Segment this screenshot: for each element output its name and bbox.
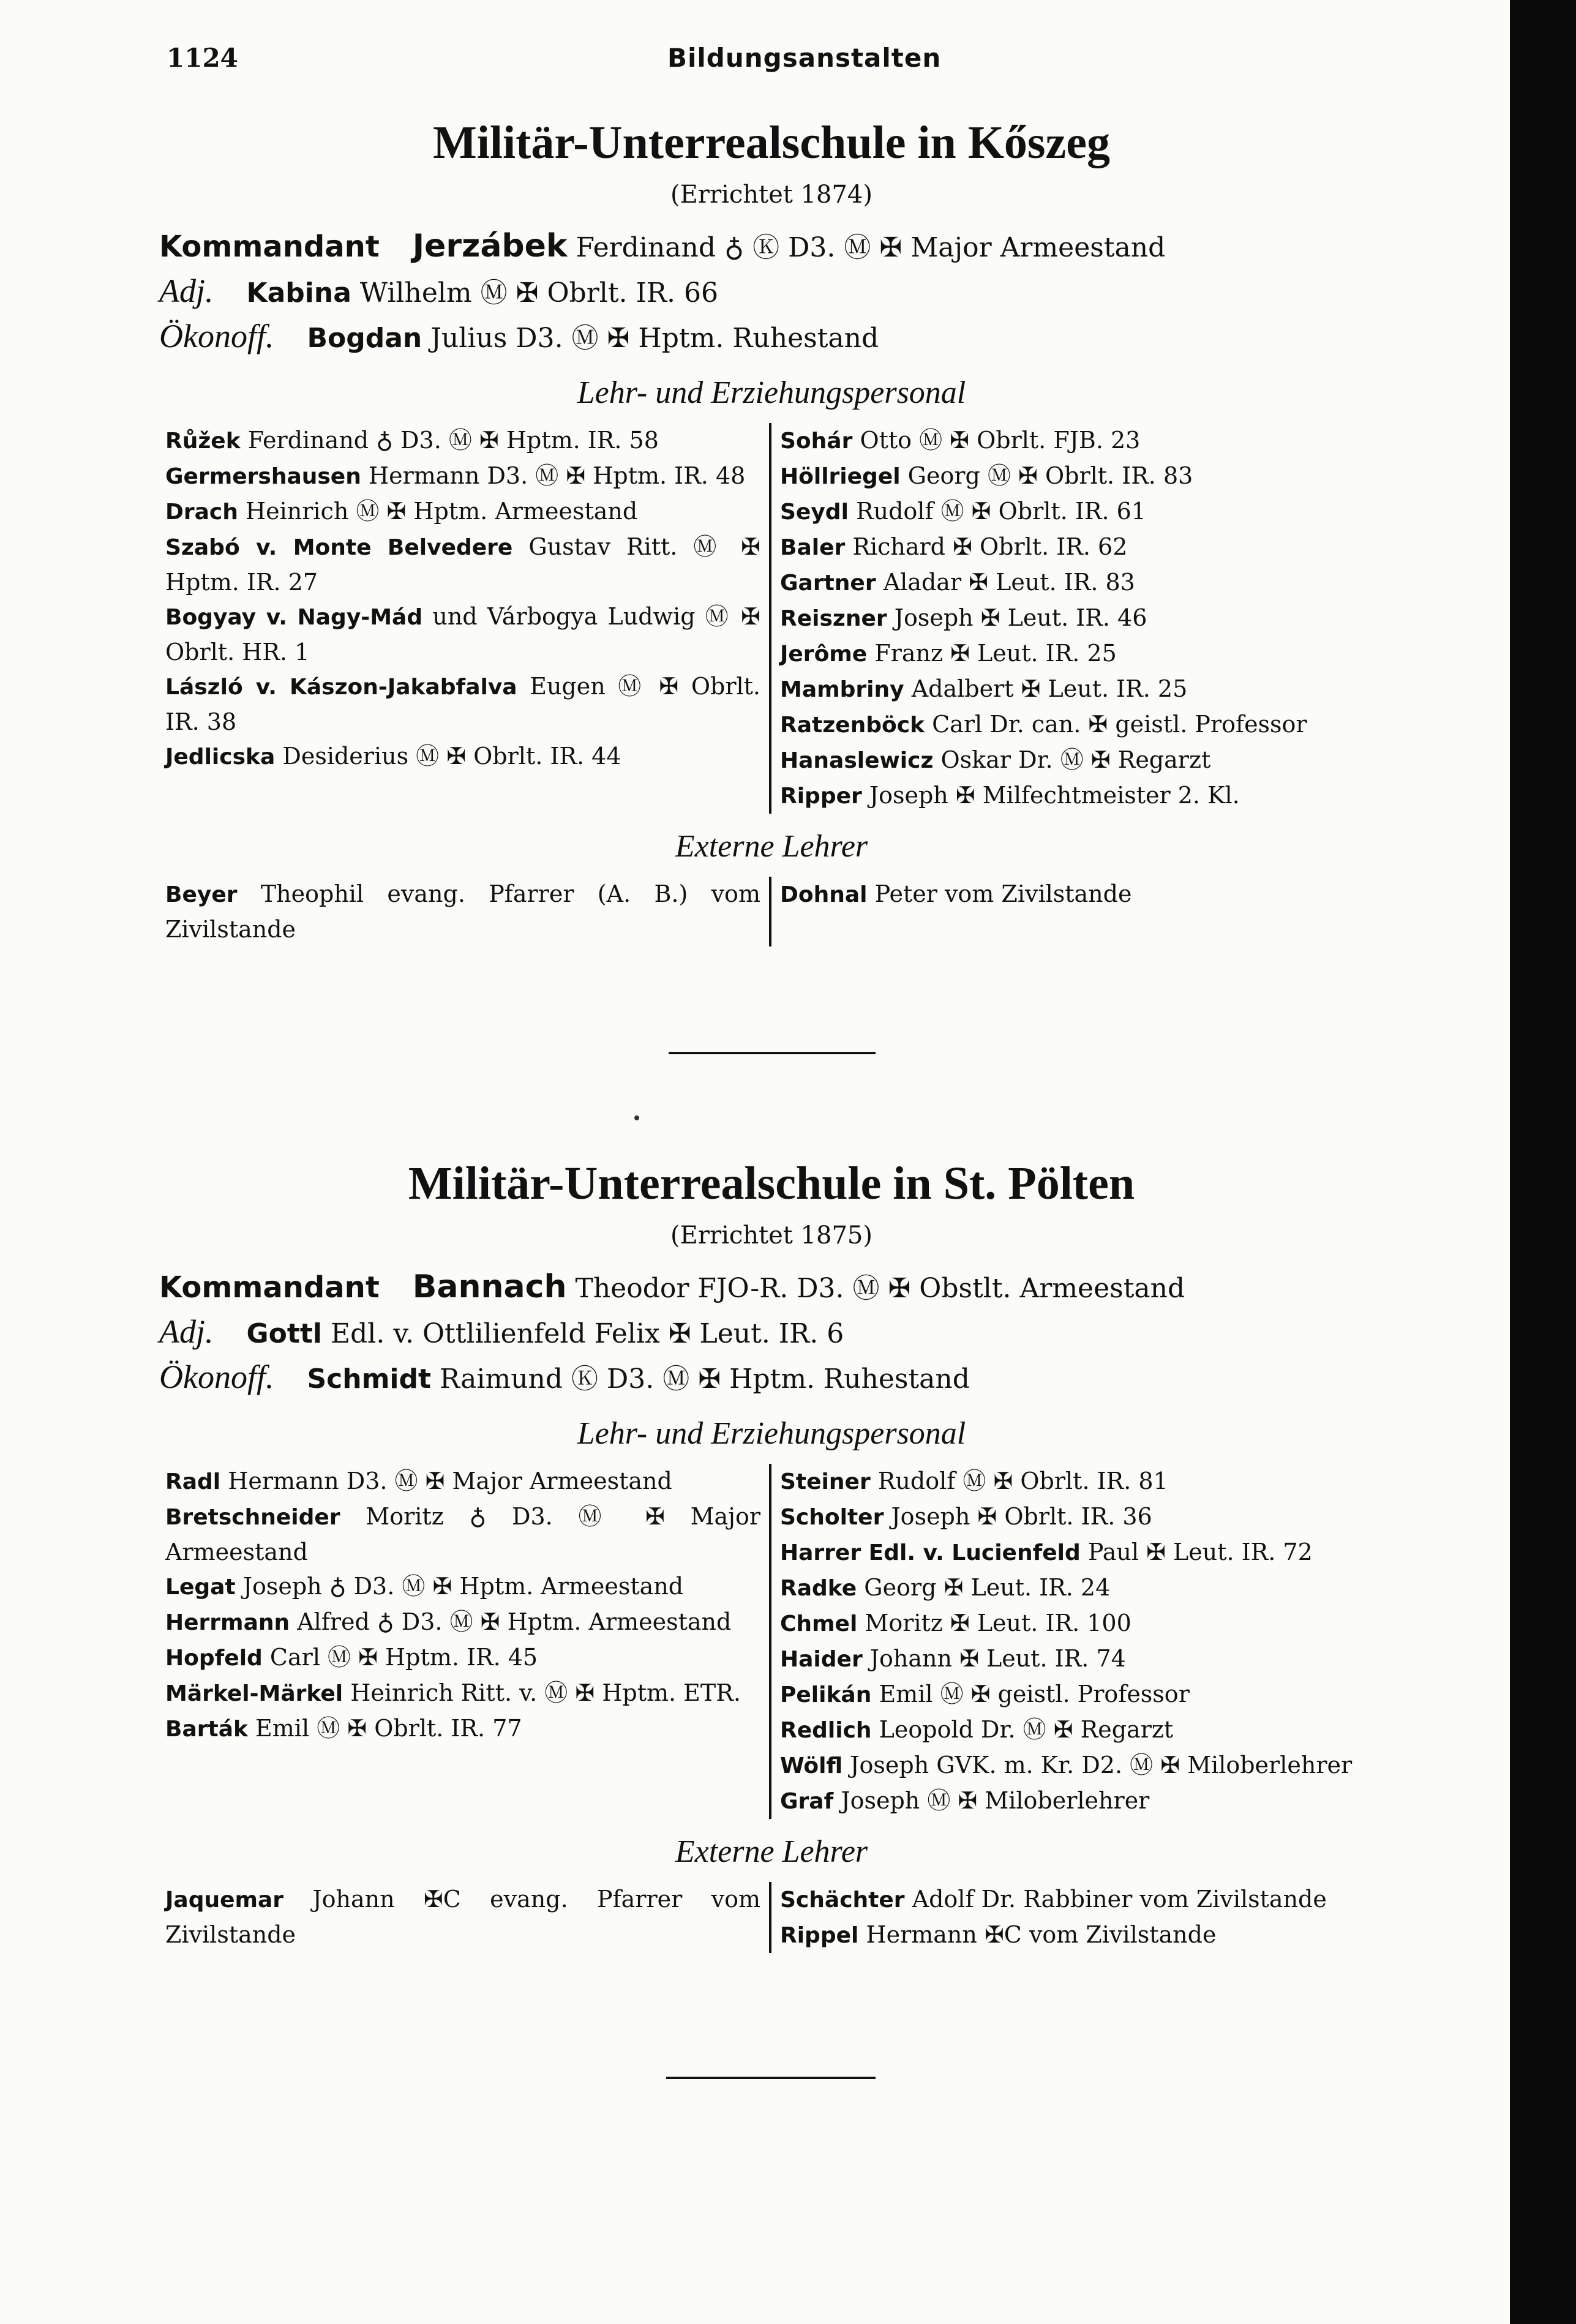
- list-item: Bogyay v. Nagy-Mád und Várbogya Ludwig Ⓜ ✠ Obrlt. HR. 1: [165, 603, 760, 665]
- list-item: Ripper Joseph ✠ Milfechtmeister 2. Kl.: [780, 782, 1240, 809]
- leader-line: [159, 225, 1384, 269]
- external-right-column: [771, 1882, 1384, 1953]
- list-item: Graf Joseph Ⓜ ✠ Miloberlehrer: [780, 1787, 1150, 1814]
- list-item: Beyer Theophil evang. Pfarrer (A. B.) vom Zivilstande: [165, 880, 760, 943]
- list-item: Chmel Moritz ✠ Leut. IR. 100: [780, 1610, 1131, 1636]
- list-item: Jaquemar Johann ✠C evang. Pfarrer vom Zivilstande: [165, 1886, 760, 1948]
- list-item: Märkel-Märkel Heinrich Ritt. v. Ⓜ ✠ Hptm. ETR.: [165, 1679, 741, 1706]
- leader-details: Edl. v. Ottlilienfeld Felix ✠ Leut. IR. 6: [331, 1318, 844, 1349]
- role-label: Kommandant: [159, 230, 380, 264]
- leader-name: Bogdan: [307, 323, 422, 354]
- list-item: Radke Georg ✠ Leut. IR. 24: [780, 1574, 1111, 1601]
- section-title: Militär-Unterrealschule in Kőszeg: [433, 117, 1110, 168]
- leader-line: [159, 1310, 1384, 1355]
- leader-name: Kabina: [246, 277, 351, 309]
- list-item: Dohnal Peter vom Zivilstande: [780, 880, 1132, 907]
- role-label: Adj.: [159, 272, 214, 309]
- list-item: Drach Heinrich Ⓜ ✠ Hptm. Armeestand: [165, 498, 638, 525]
- list-item: Legat Joseph ♁ D3. Ⓜ ✠ Hptm. Armeestand: [165, 1573, 684, 1600]
- ink-speck: [634, 1115, 639, 1120]
- list-item: Herrmann Alfred ♁ D3. Ⓜ ✠ Hptm. Armeestand: [165, 1608, 732, 1635]
- leader-details: Theodor FJO-R. D3. Ⓜ ✠ Obstlt. Armeestand: [575, 1273, 1185, 1304]
- list-item: Růžek Ferdinand ♁ D3. Ⓜ ✠ Hptm. IR. 58: [165, 427, 659, 454]
- section-st-poelten: [159, 1157, 1384, 1953]
- list-item: Haider Johann ✠ Leut. IR. 74: [780, 1645, 1126, 1672]
- list-item: Barták Emil Ⓜ ✠ Obrlt. IR. 77: [165, 1715, 522, 1742]
- leader-line: [159, 1265, 1384, 1310]
- leader-line: [159, 1355, 1384, 1401]
- list-item: László v. Kászon-Jakabfalva Eugen Ⓜ ✠ Obrlt. IR. 38: [165, 673, 760, 735]
- list-item: Mambriny Adalbert ✠ Leut. IR. 25: [780, 675, 1188, 702]
- list-item: Seydl Rudolf Ⓜ ✠ Obrlt. IR. 61: [780, 498, 1146, 525]
- list-item: Gartner Aladar ✠ Leut. IR. 83: [780, 569, 1135, 596]
- leader-name: Bannach: [412, 1269, 567, 1305]
- leader-line: [159, 315, 1384, 360]
- staff-right-column: [771, 423, 1384, 814]
- leader-name: Schmidt: [307, 1363, 432, 1395]
- list-item: Redlich Leopold Dr. Ⓜ ✠ Regarzt: [780, 1716, 1174, 1743]
- staff-right-column: [771, 1464, 1384, 1819]
- leadership-block: [159, 225, 1384, 360]
- staff-heading: Lehr- und Erziehungspersonal: [577, 375, 966, 410]
- list-item: Jerôme Franz ✠ Leut. IR. 25: [780, 640, 1117, 667]
- page-number: 1124: [167, 43, 238, 73]
- list-item: Pelikán Emil Ⓜ ✠ geistl. Professor: [780, 1681, 1190, 1707]
- external-heading: Externe Lehrer: [675, 829, 868, 864]
- staff-left-column: [159, 1464, 771, 1819]
- list-item: Reiszner Joseph ✠ Leut. IR. 46: [780, 604, 1147, 631]
- role-label: Kommandant: [159, 1270, 380, 1305]
- staff-columns: [159, 1464, 1384, 1819]
- list-item: Sohár Otto Ⓜ ✠ Obrlt. FJB. 23: [780, 427, 1141, 454]
- leader-details: Wilhelm Ⓜ ✠ Obrlt. IR. 66: [359, 277, 718, 309]
- list-item: Szabó v. Monte Belvedere Gustav Ritt. Ⓜ ✠ Hptm. IR. 27: [165, 533, 760, 596]
- list-item: Germershausen Hermann D3. Ⓜ ✠ Hptm. IR. 48: [165, 462, 746, 489]
- role-label: Ökonoff.: [159, 1359, 274, 1395]
- staff-columns: [159, 423, 1384, 814]
- list-item: Baler Richard ✠ Obrlt. IR. 62: [780, 533, 1128, 560]
- external-left-column: [159, 877, 771, 946]
- leader-line: [159, 269, 1384, 315]
- list-item: Jedlicska Desiderius Ⓜ ✠ Obrlt. IR. 44: [165, 743, 621, 770]
- leader-details: Raimund Ⓚ D3. Ⓜ ✠ Hptm. Ruhestand: [440, 1363, 970, 1395]
- role-label: Adj.: [159, 1313, 214, 1350]
- list-item: Höllriegel Georg Ⓜ ✠ Obrlt. IR. 83: [780, 462, 1193, 489]
- list-item: Scholter Joseph ✠ Obrlt. IR. 36: [780, 1503, 1152, 1530]
- leader-name: Jerzábek: [412, 228, 568, 264]
- list-item: Steiner Rudolf Ⓜ ✠ Obrlt. IR. 81: [780, 1467, 1168, 1494]
- staff-heading: Lehr- und Erziehungspersonal: [577, 1416, 966, 1451]
- list-item: Schächter Adolf Dr. Rabbiner vom Zivilstande: [780, 1886, 1327, 1913]
- section-divider: [669, 1052, 876, 1054]
- leader-details: Ferdinand ♁ Ⓚ D3. Ⓜ ✠ Major Armeestand: [576, 232, 1166, 263]
- external-right-column: [771, 877, 1384, 946]
- role-label: Ökonoff.: [159, 318, 274, 354]
- list-item: Ratzenböck Carl Dr. can. ✠ geistl. Professor: [780, 711, 1307, 738]
- staff-left-column: [159, 423, 771, 814]
- external-columns: [159, 1882, 1384, 1953]
- leader-name: Gottl: [246, 1318, 322, 1349]
- section-koszeg: [159, 116, 1384, 946]
- section-title: Militär-Unterrealschule in St. Pölten: [408, 1158, 1135, 1209]
- list-item: Wölfl Joseph GVK. m. Kr. D2. Ⓜ ✠ Miloberlehrer: [780, 1752, 1353, 1779]
- external-columns: [159, 877, 1384, 946]
- list-item: Hopfeld Carl Ⓜ ✠ Hptm. IR. 45: [165, 1644, 538, 1671]
- list-item: Bretschneider Moritz ♁ D3. Ⓜ ✠ Major Armeestand: [165, 1503, 760, 1565]
- section-divider: [666, 2077, 876, 2079]
- list-item: Rippel Hermann ✠C vom Zivilstande: [780, 1921, 1217, 1948]
- leader-details: Julius D3. Ⓜ ✠ Hptm. Ruhestand: [430, 323, 879, 354]
- list-item: Radl Hermann D3. Ⓜ ✠ Major Armeestand: [165, 1467, 672, 1494]
- leadership-block: [159, 1265, 1384, 1401]
- external-left-column: [159, 1882, 771, 1953]
- list-item: Hanaslewicz Oskar Dr. Ⓜ ✠ Regarzt: [780, 746, 1211, 773]
- list-item: Harrer Edl. v. Lucienfeld Paul ✠ Leut. IR. 72: [780, 1539, 1313, 1565]
- external-heading: Externe Lehrer: [675, 1834, 868, 1869]
- scan-border: [1510, 0, 1576, 2324]
- founded-note: (Errichtet 1875): [670, 1221, 872, 1250]
- running-title: Bildungsanstalten: [667, 43, 942, 73]
- founded-note: (Errichtet 1874): [670, 181, 872, 209]
